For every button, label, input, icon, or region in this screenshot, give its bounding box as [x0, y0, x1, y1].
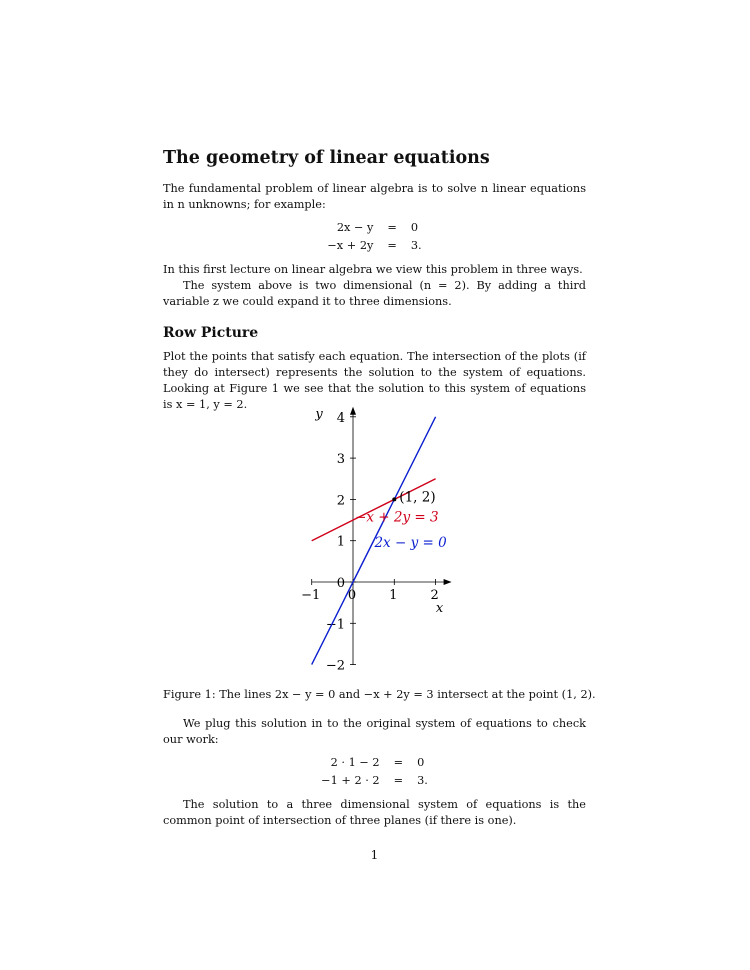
section-heading-row-picture: Row Picture: [163, 325, 259, 341]
figure-caption: Figure 1: The lines 2x − y = 0 and −x + 2y = 3 intersect at the point (1, 2).: [163, 688, 596, 701]
equation-relation: =: [387, 239, 397, 252]
y-tick-label: 2: [336, 493, 345, 509]
equation-row: [314, 754, 435, 772]
row-picture-paragraph: Plot the points that satisfy each equation. The intersection of the plots (if they do intersect) represents the solution to the system of equations. Looking at Figure 1 we see that the solution to this system of equations is x = 1, y = 2.: [163, 350, 586, 411]
equation-lhs: 2x − y: [336, 221, 374, 234]
intro-paragraph: The fundamental problem of linear algebra is to solve n linear equations in n unknowns; for example:: [163, 182, 586, 211]
y-axis-label: y: [315, 407, 323, 422]
equation-system-1: [163, 219, 586, 255]
y-tick-label: 3: [336, 452, 345, 468]
x-axis-arrowhead: [444, 579, 452, 585]
equation-rhs: 0: [417, 756, 425, 769]
equation-relation: =: [393, 774, 404, 787]
figure-1-chart: [290, 400, 460, 674]
equation-lhs: −x + 2y: [327, 239, 374, 252]
equation-rhs: 3.: [410, 239, 422, 252]
x-tick-label: 2: [430, 588, 439, 603]
planes-paragraph: The solution to a three dimensional system of equations is the common point of intersection of three planes (if there is one).: [163, 798, 586, 827]
page-number: 1: [370, 848, 379, 862]
equation-lhs: 2 · 1 − 2: [330, 756, 380, 769]
series-label: 2x − y = 0: [374, 534, 447, 551]
y-axis-arrowhead: [350, 407, 356, 415]
y-tick-label: 0: [336, 576, 345, 591]
intersection-label: (1, 2): [399, 489, 436, 506]
plug-paragraph: We plug this solution in to the original system of equations to check our work:: [163, 717, 586, 746]
equation-lhs: −1 + 2 · 2: [321, 774, 380, 787]
equation-row: [320, 219, 428, 237]
page-title: The geometry of linear equations: [163, 148, 490, 168]
equation-rhs: 3.: [417, 774, 428, 787]
equation-system-2: [163, 754, 586, 790]
y-tick-label: −1: [325, 617, 345, 633]
dimension-paragraph: The system above is two dimensional (n = 2). By adding a third variable z we could expand it to three dimensions.: [163, 279, 586, 308]
x-tick-label: 1: [389, 588, 398, 603]
y-tick-label: −2: [325, 658, 345, 674]
equation-relation: =: [387, 221, 397, 234]
y-tick-label: 4: [336, 410, 345, 426]
series-label: −x + 2y = 3: [355, 509, 439, 526]
x-tick-label: 0: [347, 588, 357, 603]
equation-relation: =: [393, 756, 404, 769]
x-tick-label: −1: [301, 588, 321, 603]
three-ways-paragraph: In this first lecture on linear algebra we view this problem in three ways.: [163, 263, 583, 276]
intersection-point: [392, 497, 396, 501]
equation-row: [314, 772, 435, 790]
equation-row: [320, 237, 428, 255]
equation-rhs: 0: [410, 221, 419, 234]
y-tick-label: 1: [336, 534, 345, 550]
x-axis-label: x: [435, 601, 444, 616]
